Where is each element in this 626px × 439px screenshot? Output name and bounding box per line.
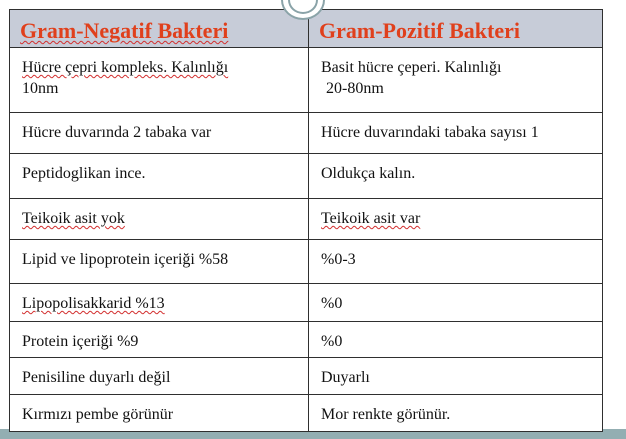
cell-positive-lipid (309, 240, 603, 284)
header-gram-positive-text: Gram-Pozitif Bakteri (319, 18, 520, 43)
cell-text: Protein içeriği %9 (22, 333, 139, 350)
cell-positive-color (309, 395, 603, 432)
table-row (10, 240, 603, 284)
header-gram-negative-text: Gram-Negatif Bakteri (20, 18, 229, 43)
header-gram-positive (309, 10, 603, 48)
cell-text: Lipopolisakkarid %13 (22, 295, 165, 312)
cell-positive-penicillin (309, 358, 603, 395)
cell-text: %0 (321, 295, 343, 312)
cell-text: Kırmızı pembe görünür (22, 406, 174, 423)
cell-negative-protein (10, 322, 309, 358)
cell-negative-teichoic (10, 199, 309, 240)
cell-text: Hücre duvarında 2 tabaka var (22, 124, 212, 141)
cell-text: 20-80nm (326, 80, 384, 97)
table-row (10, 395, 603, 432)
header-gram-negative (10, 10, 309, 48)
cell-negative-penicillin (10, 358, 309, 395)
cell-positive-layers (309, 113, 603, 154)
cell-positive-teichoic (309, 199, 603, 240)
cell-text: Oldukça kalın. (321, 165, 416, 182)
cell-negative-layers (10, 113, 309, 154)
cell-positive-peptidoglycan (309, 154, 603, 199)
cell-negative-lps (10, 284, 309, 322)
cell-text: 10nm (22, 80, 59, 97)
cell-text: Teikoik asit yok (22, 210, 125, 227)
cell-text: Penisiline duyarlı değil (22, 369, 171, 386)
cell-positive-wall (309, 48, 603, 113)
cell-text: Peptidoglikan ince. (22, 165, 146, 182)
cell-negative-lipid (10, 240, 309, 284)
table-row (10, 322, 603, 358)
table-row (10, 113, 603, 154)
table-row (10, 284, 603, 322)
cell-text: Basit hücre çeperi. Kalınlığı (321, 59, 502, 76)
cell-positive-protein (309, 322, 603, 358)
gram-comparison-table (9, 9, 603, 432)
cell-text: Hücre duvarındaki tabaka sayısı 1 (321, 124, 539, 141)
cell-negative-color (10, 395, 309, 432)
cell-text: %0-3 (321, 251, 356, 268)
table-row (10, 199, 603, 240)
table-row (10, 48, 603, 113)
cell-text: Hücre çepri kompleks. Kalınlığı (22, 59, 229, 76)
cell-text: Lipid ve lipoprotein içeriği %58 (22, 251, 229, 268)
table-row (10, 358, 603, 395)
cell-text: Mor renkte görünür. (321, 406, 451, 423)
cell-text: Duyarlı (321, 369, 370, 386)
cell-positive-lps (309, 284, 603, 322)
cell-text: Teikoik asit var (321, 210, 421, 227)
cell-negative-peptidoglycan (10, 154, 309, 199)
cell-negative-wall (10, 48, 309, 113)
table-row (10, 154, 603, 199)
cell-text: %0 (321, 333, 343, 350)
